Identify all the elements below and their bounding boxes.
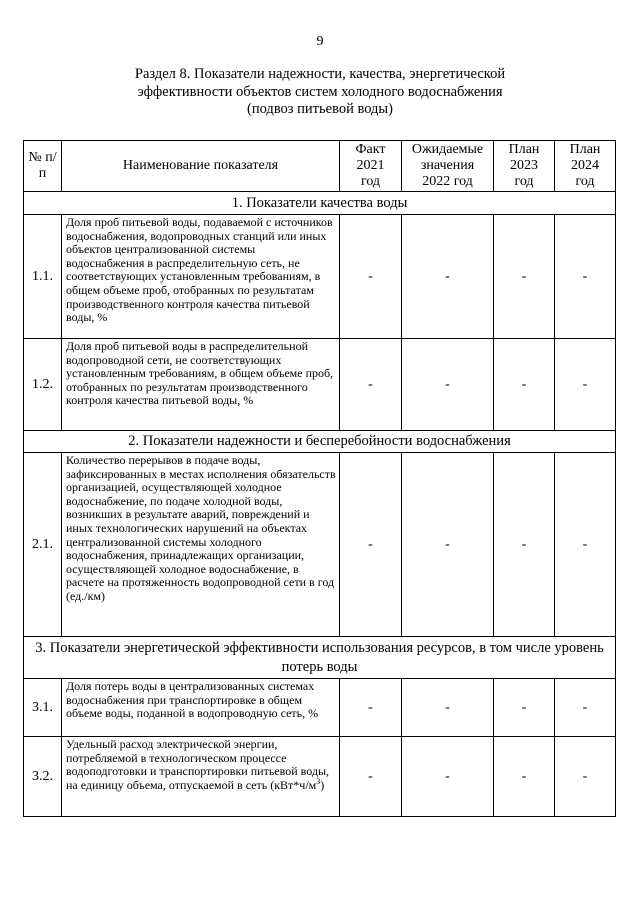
value-plan-2024: - — [555, 339, 616, 431]
row-number: 1.1. — [24, 215, 62, 339]
section-2-title: 2. Показатели надежности и бесперебойности водоснабжения — [24, 431, 616, 453]
value-fact-2021: - — [340, 679, 402, 737]
value-expected-2022: - — [402, 453, 494, 637]
header-expected-2022: Ожидаемые значения 2022 год — [402, 141, 494, 192]
table-row — [24, 339, 616, 431]
section-header-row — [24, 192, 616, 215]
value-plan-2024: - — [555, 453, 616, 637]
value-plan-2023: - — [494, 453, 555, 637]
value-fact-2021: - — [340, 215, 402, 339]
table-row — [24, 453, 616, 637]
unit-close: ) — [320, 777, 325, 792]
header-name: Наименование показателя — [62, 141, 340, 192]
indicator-name-text: Удельный расход электрической энергии, потребляемой в технологическом процессе водоподготовки и транспортировки питьевой воды, на единицу объема, отпускаемой в сеть (кВт*ч/м — [66, 737, 330, 792]
section-3-title: 3. Показатели энергетической эффективности использования ресурсов, в том числе уровень потерь воды — [24, 637, 616, 679]
value-expected-2022: - — [402, 339, 494, 431]
table-row — [24, 679, 616, 737]
value-plan-2024: - — [555, 737, 616, 817]
section-title-line-2: эффективности объектов систем холодного водоснабжения — [137, 83, 503, 100]
table-row — [24, 215, 616, 339]
value-plan-2023: - — [494, 737, 555, 817]
row-number: 2.1. — [24, 453, 62, 637]
value-plan-2023: - — [494, 339, 555, 431]
table-header-row — [24, 141, 616, 192]
table-row — [24, 737, 616, 817]
indicator-name: Доля потерь воды в централизованных системах водоснабжения при транспортировке в общем объеме воды, поданной в водопроводную сеть, % — [62, 679, 340, 737]
indicator-name — [62, 737, 340, 817]
row-number: 3.2. — [24, 737, 62, 817]
header-plan-2024: План 2024 год — [555, 141, 616, 192]
value-expected-2022: - — [402, 737, 494, 817]
section-title-line-3: (подвоз питьевой воды) — [247, 101, 393, 117]
section-header-row — [24, 431, 616, 453]
section-title — [0, 66, 640, 119]
page-number: 9 — [316, 34, 324, 49]
indicator-name: Доля проб питьевой воды в распределительной водопроводной сети, не соответствующих установленным требованиям, в общем объеме проб, отобранных по результатам производственного контроля качества питьевой воды, % — [62, 339, 340, 431]
indicator-name: Доля проб питьевой воды, подаваемой с источников водоснабжения, водопроводных станций или иных объектов централизованной системы водоснабжения в распределительную сеть, не соответствующих установленным требованиям, в общем объеме проб, отобранных по результатам производственного контроля качества питьевой воды, % — [62, 215, 340, 339]
section-title-line-1: Раздел 8. Показатели надежности, качества, энергетической — [134, 66, 506, 82]
row-number: 1.2. — [24, 339, 62, 431]
row-number: 3.1. — [24, 679, 62, 737]
value-expected-2022: - — [402, 215, 494, 339]
unit-superscript: 3 — [316, 776, 321, 786]
value-plan-2024: - — [555, 679, 616, 737]
section-1-title: 1. Показатели качества воды — [24, 192, 616, 215]
value-fact-2021: - — [340, 453, 402, 637]
indicators-table — [23, 140, 616, 817]
indicator-name: Количество перерывов в подаче воды, зафиксированных в местах исполнения обязательств организацией, осуществляющей холодное водоснабжение, по подаче холодной воды, возникших в результате аварий, повреждений и иных технологических нарушений на объектах централизованной системы холодного водоснабжения, принадлежащих организации, осуществляющей холодное водоснабжение, в расчете на протяженность водопроводной сети в год (ед./км) — [62, 453, 340, 637]
header-fact-2021: Факт 2021 год — [340, 141, 402, 192]
value-fact-2021: - — [340, 737, 402, 817]
value-expected-2022: - — [402, 679, 494, 737]
value-plan-2024: - — [555, 215, 616, 339]
value-plan-2023: - — [494, 679, 555, 737]
value-plan-2023: - — [494, 215, 555, 339]
value-fact-2021: - — [340, 339, 402, 431]
header-plan-2023: План 2023 год — [494, 141, 555, 192]
section-header-row — [24, 637, 616, 679]
header-num: № п/п — [24, 141, 62, 192]
